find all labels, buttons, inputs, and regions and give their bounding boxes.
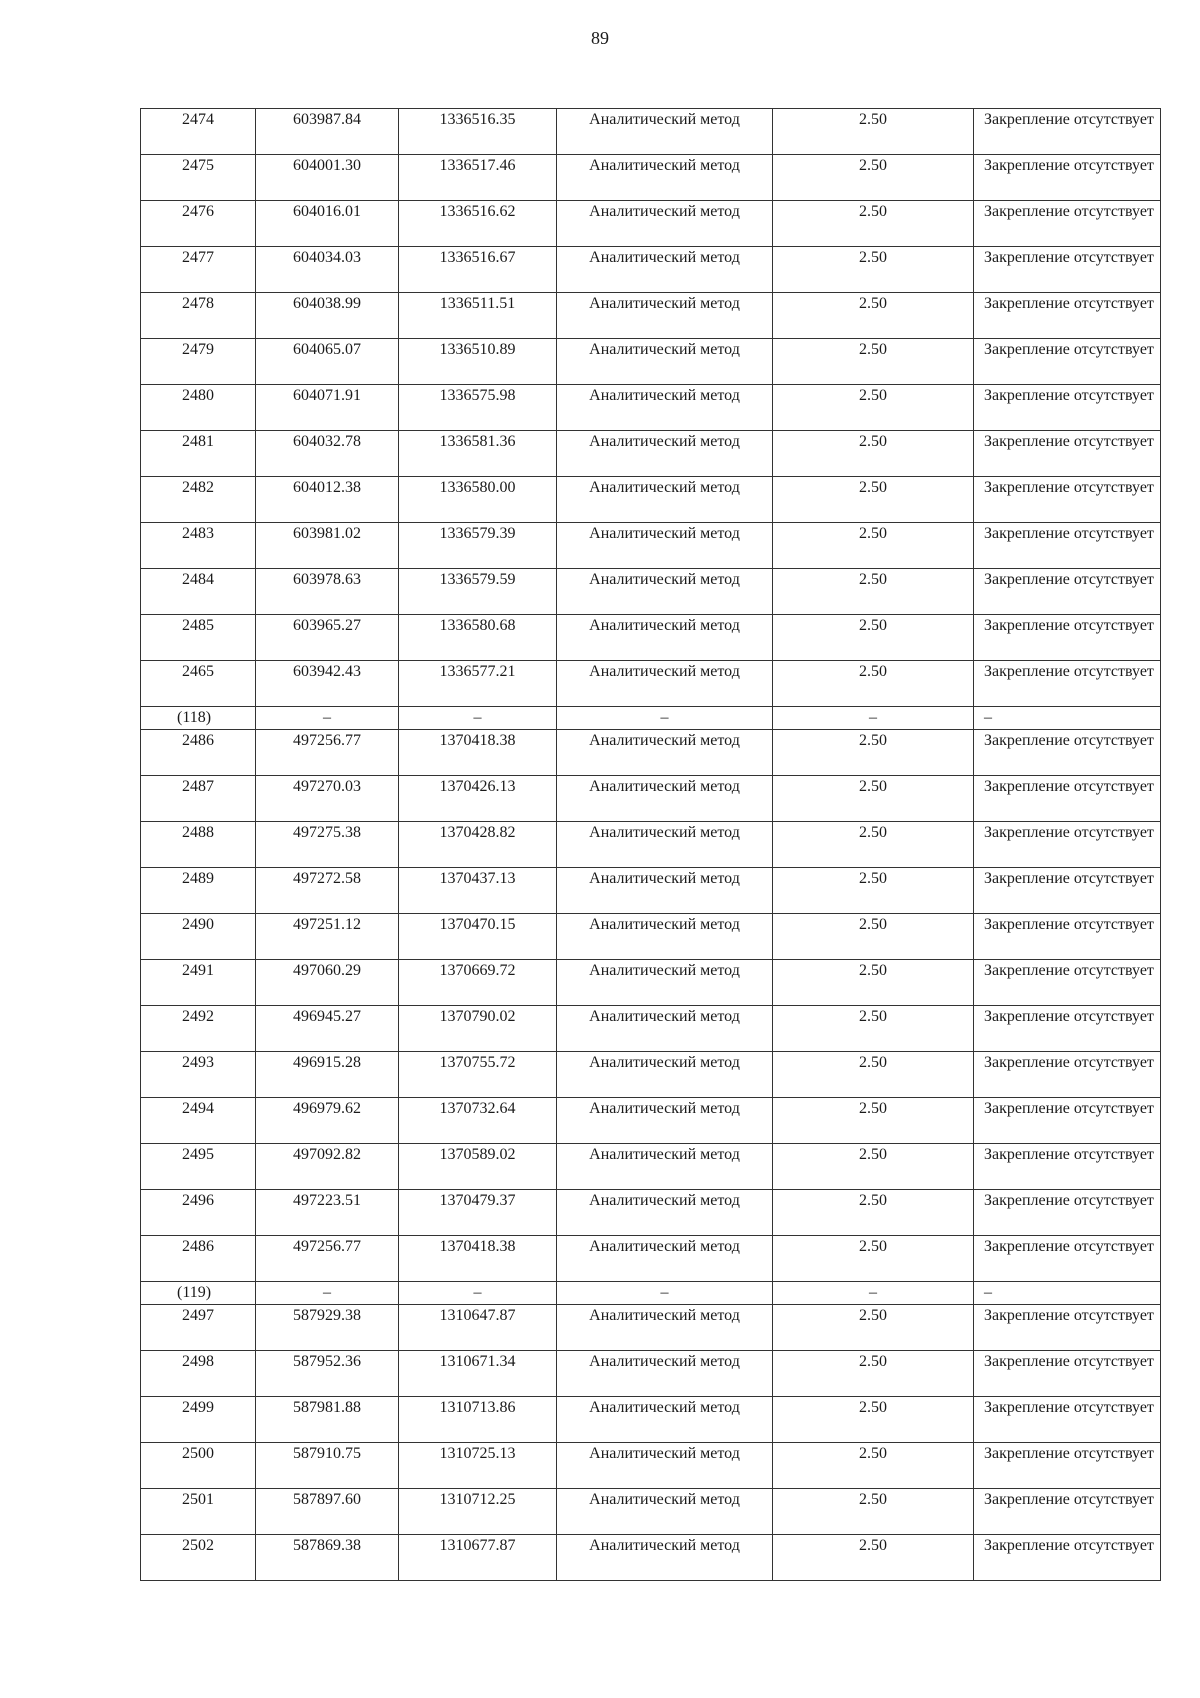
point-number-cell: 2481 <box>141 431 256 477</box>
method-cell: Аналитический метод <box>557 523 773 569</box>
table-row <box>141 615 1161 661</box>
table-row <box>141 477 1161 523</box>
table-row <box>141 868 1161 914</box>
x-coordinate-cell: 604065.07 <box>256 339 399 385</box>
coordinates-table-body <box>141 109 1161 1581</box>
point-number-cell: (118) <box>141 707 256 730</box>
fixing-cell: Закрепление отсутствует <box>974 477 1161 523</box>
x-coordinate-cell: 497060.29 <box>256 960 399 1006</box>
method-cell: Аналитический метод <box>557 1098 773 1144</box>
x-coordinate-cell: 604001.30 <box>256 155 399 201</box>
x-coordinate-cell: 604032.78 <box>256 431 399 477</box>
y-coordinate-cell: 1370418.38 <box>399 730 557 776</box>
method-cell: Аналитический метод <box>557 247 773 293</box>
error-cell: 2.50 <box>773 615 974 661</box>
point-number-cell: 2479 <box>141 339 256 385</box>
table-row <box>141 960 1161 1006</box>
point-number-cell: 2492 <box>141 1006 256 1052</box>
method-cell: Аналитический метод <box>557 1006 773 1052</box>
table-row <box>141 914 1161 960</box>
y-coordinate-cell: 1336580.68 <box>399 615 557 661</box>
x-coordinate-cell: 587869.38 <box>256 1535 399 1581</box>
method-cell: Аналитический метод <box>557 960 773 1006</box>
table-row <box>141 1397 1161 1443</box>
method-cell: Аналитический метод <box>557 1397 773 1443</box>
y-coordinate-cell: 1336516.35 <box>399 109 557 155</box>
y-coordinate-cell: – <box>399 707 557 730</box>
method-cell: Аналитический метод <box>557 822 773 868</box>
method-cell: – <box>557 707 773 730</box>
y-coordinate-cell: 1336579.39 <box>399 523 557 569</box>
fixing-cell: Закрепление отсутствует <box>974 1443 1161 1489</box>
table-row <box>141 293 1161 339</box>
point-number-cell: 2497 <box>141 1305 256 1351</box>
fixing-cell: Закрепление отсутствует <box>974 1052 1161 1098</box>
table-row <box>141 1351 1161 1397</box>
table-row <box>141 730 1161 776</box>
fixing-cell: Закрепление отсутствует <box>974 615 1161 661</box>
method-cell: Аналитический метод <box>557 339 773 385</box>
method-cell: Аналитический метод <box>557 109 773 155</box>
y-coordinate-cell: 1336516.62 <box>399 201 557 247</box>
x-coordinate-cell: 497251.12 <box>256 914 399 960</box>
x-coordinate-cell: 497092.82 <box>256 1144 399 1190</box>
method-cell: Аналитический метод <box>557 661 773 707</box>
y-coordinate-cell: 1336577.21 <box>399 661 557 707</box>
error-cell: 2.50 <box>773 155 974 201</box>
method-cell: Аналитический метод <box>557 385 773 431</box>
point-number-cell: 2485 <box>141 615 256 661</box>
x-coordinate-cell: 604071.91 <box>256 385 399 431</box>
y-coordinate-cell: 1336510.89 <box>399 339 557 385</box>
method-cell: Аналитический метод <box>557 1190 773 1236</box>
x-coordinate-cell: – <box>256 707 399 730</box>
table-row <box>141 155 1161 201</box>
table-row <box>141 1443 1161 1489</box>
table-row <box>141 1535 1161 1581</box>
y-coordinate-cell: 1370428.82 <box>399 822 557 868</box>
point-number-cell: 2482 <box>141 477 256 523</box>
table-row <box>141 1144 1161 1190</box>
table-row <box>141 339 1161 385</box>
x-coordinate-cell: 604038.99 <box>256 293 399 339</box>
point-number-cell: 2491 <box>141 960 256 1006</box>
point-number-cell: 2477 <box>141 247 256 293</box>
y-coordinate-cell: 1310712.25 <box>399 1489 557 1535</box>
error-cell: 2.50 <box>773 776 974 822</box>
contour-separator-row <box>141 707 1161 730</box>
table-row <box>141 1305 1161 1351</box>
fixing-cell: Закрепление отсутствует <box>974 1190 1161 1236</box>
fixing-cell: Закрепление отсутствует <box>974 569 1161 615</box>
method-cell: Аналитический метод <box>557 293 773 339</box>
table-row <box>141 1236 1161 1282</box>
table-row <box>141 523 1161 569</box>
error-cell: 2.50 <box>773 914 974 960</box>
x-coordinate-cell: 497272.58 <box>256 868 399 914</box>
x-coordinate-cell: 603978.63 <box>256 569 399 615</box>
table-row <box>141 247 1161 293</box>
x-coordinate-cell: 497256.77 <box>256 730 399 776</box>
y-coordinate-cell: 1310647.87 <box>399 1305 557 1351</box>
y-coordinate-cell: 1336575.98 <box>399 385 557 431</box>
point-number-cell: (119) <box>141 1282 256 1305</box>
error-cell: 2.50 <box>773 339 974 385</box>
error-cell: 2.50 <box>773 1190 974 1236</box>
fixing-cell: Закрепление отсутствует <box>974 385 1161 431</box>
method-cell: – <box>557 1282 773 1305</box>
y-coordinate-cell: 1370790.02 <box>399 1006 557 1052</box>
fixing-cell: Закрепление отсутствует <box>974 109 1161 155</box>
x-coordinate-cell: 497270.03 <box>256 776 399 822</box>
fixing-cell: Закрепление отсутствует <box>974 1236 1161 1282</box>
error-cell: – <box>773 1282 974 1305</box>
fixing-cell: Закрепление отсутствует <box>974 1006 1161 1052</box>
y-coordinate-cell: 1370470.15 <box>399 914 557 960</box>
error-cell: 2.50 <box>773 1489 974 1535</box>
point-number-cell: 2487 <box>141 776 256 822</box>
method-cell: Аналитический метод <box>557 1305 773 1351</box>
error-cell: 2.50 <box>773 293 974 339</box>
table-row <box>141 1190 1161 1236</box>
x-coordinate-cell: 497223.51 <box>256 1190 399 1236</box>
x-coordinate-cell: 604012.38 <box>256 477 399 523</box>
x-coordinate-cell: 587897.60 <box>256 1489 399 1535</box>
point-number-cell: 2486 <box>141 1236 256 1282</box>
point-number-cell: 2501 <box>141 1489 256 1535</box>
fixing-cell: Закрепление отсутствует <box>974 914 1161 960</box>
table-row <box>141 1489 1161 1535</box>
error-cell: 2.50 <box>773 1236 974 1282</box>
y-coordinate-cell: 1370669.72 <box>399 960 557 1006</box>
fixing-cell: Закрепление отсутствует <box>974 293 1161 339</box>
method-cell: Аналитический метод <box>557 1351 773 1397</box>
method-cell: Аналитический метод <box>557 1144 773 1190</box>
point-number-cell: 2474 <box>141 109 256 155</box>
fixing-cell: Закрепление отсутствует <box>974 247 1161 293</box>
table-row <box>141 822 1161 868</box>
y-coordinate-cell: 1370732.64 <box>399 1098 557 1144</box>
y-coordinate-cell: 1370437.13 <box>399 868 557 914</box>
fixing-cell: Закрепление отсутствует <box>974 1351 1161 1397</box>
point-number-cell: 2493 <box>141 1052 256 1098</box>
method-cell: Аналитический метод <box>557 1535 773 1581</box>
error-cell: 2.50 <box>773 477 974 523</box>
fixing-cell: Закрепление отсутствует <box>974 201 1161 247</box>
point-number-cell: 2475 <box>141 155 256 201</box>
y-coordinate-cell: 1310725.13 <box>399 1443 557 1489</box>
error-cell: 2.50 <box>773 201 974 247</box>
fixing-cell: Закрепление отсутствует <box>974 661 1161 707</box>
x-coordinate-cell: 603981.02 <box>256 523 399 569</box>
method-cell: Аналитический метод <box>557 1052 773 1098</box>
y-coordinate-cell: 1370479.37 <box>399 1190 557 1236</box>
table-row <box>141 109 1161 155</box>
y-coordinate-cell: 1310671.34 <box>399 1351 557 1397</box>
fixing-cell: Закрепление отсутствует <box>974 431 1161 477</box>
fixing-cell: Закрепление отсутствует <box>974 776 1161 822</box>
point-number-cell: 2488 <box>141 822 256 868</box>
contour-separator-row <box>141 1282 1161 1305</box>
method-cell: Аналитический метод <box>557 155 773 201</box>
error-cell: 2.50 <box>773 1351 974 1397</box>
error-cell: 2.50 <box>773 822 974 868</box>
point-number-cell: 2498 <box>141 1351 256 1397</box>
fixing-cell: Закрепление отсутствует <box>974 868 1161 914</box>
error-cell: 2.50 <box>773 1052 974 1098</box>
x-coordinate-cell: 496979.62 <box>256 1098 399 1144</box>
fixing-cell: – <box>974 707 1161 730</box>
coordinates-table <box>140 108 1161 1581</box>
error-cell: 2.50 <box>773 1443 974 1489</box>
y-coordinate-cell: 1370418.38 <box>399 1236 557 1282</box>
fixing-cell: – <box>974 1282 1161 1305</box>
y-coordinate-cell: 1370755.72 <box>399 1052 557 1098</box>
point-number-cell: 2502 <box>141 1535 256 1581</box>
error-cell: 2.50 <box>773 569 974 615</box>
x-coordinate-cell: 604034.03 <box>256 247 399 293</box>
error-cell: 2.50 <box>773 1535 974 1581</box>
y-coordinate-cell: 1370589.02 <box>399 1144 557 1190</box>
y-coordinate-cell: – <box>399 1282 557 1305</box>
fixing-cell: Закрепление отсутствует <box>974 730 1161 776</box>
point-number-cell: 2483 <box>141 523 256 569</box>
table-row <box>141 569 1161 615</box>
table-row <box>141 431 1161 477</box>
y-coordinate-cell: 1336511.51 <box>399 293 557 339</box>
point-number-cell: 2484 <box>141 569 256 615</box>
point-number-cell: 2500 <box>141 1443 256 1489</box>
x-coordinate-cell: 604016.01 <box>256 201 399 247</box>
table-row <box>141 385 1161 431</box>
table-row <box>141 201 1161 247</box>
y-coordinate-cell: 1336581.36 <box>399 431 557 477</box>
fixing-cell: Закрепление отсутствует <box>974 1305 1161 1351</box>
method-cell: Аналитический метод <box>557 1443 773 1489</box>
point-number-cell: 2465 <box>141 661 256 707</box>
point-number-cell: 2495 <box>141 1144 256 1190</box>
x-coordinate-cell: 603965.27 <box>256 615 399 661</box>
method-cell: Аналитический метод <box>557 776 773 822</box>
error-cell: 2.50 <box>773 868 974 914</box>
method-cell: Аналитический метод <box>557 868 773 914</box>
table-row <box>141 1098 1161 1144</box>
point-number-cell: 2494 <box>141 1098 256 1144</box>
y-coordinate-cell: 1336580.00 <box>399 477 557 523</box>
method-cell: Аналитический метод <box>557 431 773 477</box>
error-cell: 2.50 <box>773 1006 974 1052</box>
table-row <box>141 776 1161 822</box>
x-coordinate-cell: – <box>256 1282 399 1305</box>
error-cell: 2.50 <box>773 1397 974 1443</box>
x-coordinate-cell: 497275.38 <box>256 822 399 868</box>
fixing-cell: Закрепление отсутствует <box>974 1535 1161 1581</box>
error-cell: 2.50 <box>773 523 974 569</box>
error-cell: 2.50 <box>773 385 974 431</box>
error-cell: 2.50 <box>773 109 974 155</box>
x-coordinate-cell: 603942.43 <box>256 661 399 707</box>
error-cell: 2.50 <box>773 730 974 776</box>
error-cell: 2.50 <box>773 1144 974 1190</box>
y-coordinate-cell: 1310677.87 <box>399 1535 557 1581</box>
y-coordinate-cell: 1310713.86 <box>399 1397 557 1443</box>
x-coordinate-cell: 496915.28 <box>256 1052 399 1098</box>
fixing-cell: Закрепление отсутствует <box>974 1397 1161 1443</box>
y-coordinate-cell: 1336517.46 <box>399 155 557 201</box>
fixing-cell: Закрепление отсутствует <box>974 523 1161 569</box>
fixing-cell: Закрепление отсутствует <box>974 339 1161 385</box>
method-cell: Аналитический метод <box>557 615 773 661</box>
x-coordinate-cell: 603987.84 <box>256 109 399 155</box>
x-coordinate-cell: 587929.38 <box>256 1305 399 1351</box>
x-coordinate-cell: 587910.75 <box>256 1443 399 1489</box>
x-coordinate-cell: 587981.88 <box>256 1397 399 1443</box>
method-cell: Аналитический метод <box>557 569 773 615</box>
x-coordinate-cell: 497256.77 <box>256 1236 399 1282</box>
method-cell: Аналитический метод <box>557 477 773 523</box>
point-number-cell: 2490 <box>141 914 256 960</box>
error-cell: – <box>773 707 974 730</box>
x-coordinate-cell: 587952.36 <box>256 1351 399 1397</box>
table-row <box>141 661 1161 707</box>
method-cell: Аналитический метод <box>557 1236 773 1282</box>
error-cell: 2.50 <box>773 431 974 477</box>
fixing-cell: Закрепление отсутствует <box>974 822 1161 868</box>
method-cell: Аналитический метод <box>557 914 773 960</box>
method-cell: Аналитический метод <box>557 730 773 776</box>
point-number-cell: 2476 <box>141 201 256 247</box>
method-cell: Аналитический метод <box>557 201 773 247</box>
page-number: 89 <box>591 28 609 48</box>
fixing-cell: Закрепление отсутствует <box>974 155 1161 201</box>
error-cell: 2.50 <box>773 661 974 707</box>
x-coordinate-cell: 496945.27 <box>256 1006 399 1052</box>
y-coordinate-cell: 1336516.67 <box>399 247 557 293</box>
fixing-cell: Закрепление отсутствует <box>974 960 1161 1006</box>
point-number-cell: 2499 <box>141 1397 256 1443</box>
table-row <box>141 1006 1161 1052</box>
error-cell: 2.50 <box>773 247 974 293</box>
point-number-cell: 2486 <box>141 730 256 776</box>
y-coordinate-cell: 1336579.59 <box>399 569 557 615</box>
fixing-cell: Закрепление отсутствует <box>974 1144 1161 1190</box>
point-number-cell: 2496 <box>141 1190 256 1236</box>
point-number-cell: 2478 <box>141 293 256 339</box>
error-cell: 2.50 <box>773 960 974 1006</box>
method-cell: Аналитический метод <box>557 1489 773 1535</box>
error-cell: 2.50 <box>773 1098 974 1144</box>
error-cell: 2.50 <box>773 1305 974 1351</box>
fixing-cell: Закрепление отсутствует <box>974 1098 1161 1144</box>
point-number-cell: 2480 <box>141 385 256 431</box>
fixing-cell: Закрепление отсутствует <box>974 1489 1161 1535</box>
y-coordinate-cell: 1370426.13 <box>399 776 557 822</box>
point-number-cell: 2489 <box>141 868 256 914</box>
table-row <box>141 1052 1161 1098</box>
